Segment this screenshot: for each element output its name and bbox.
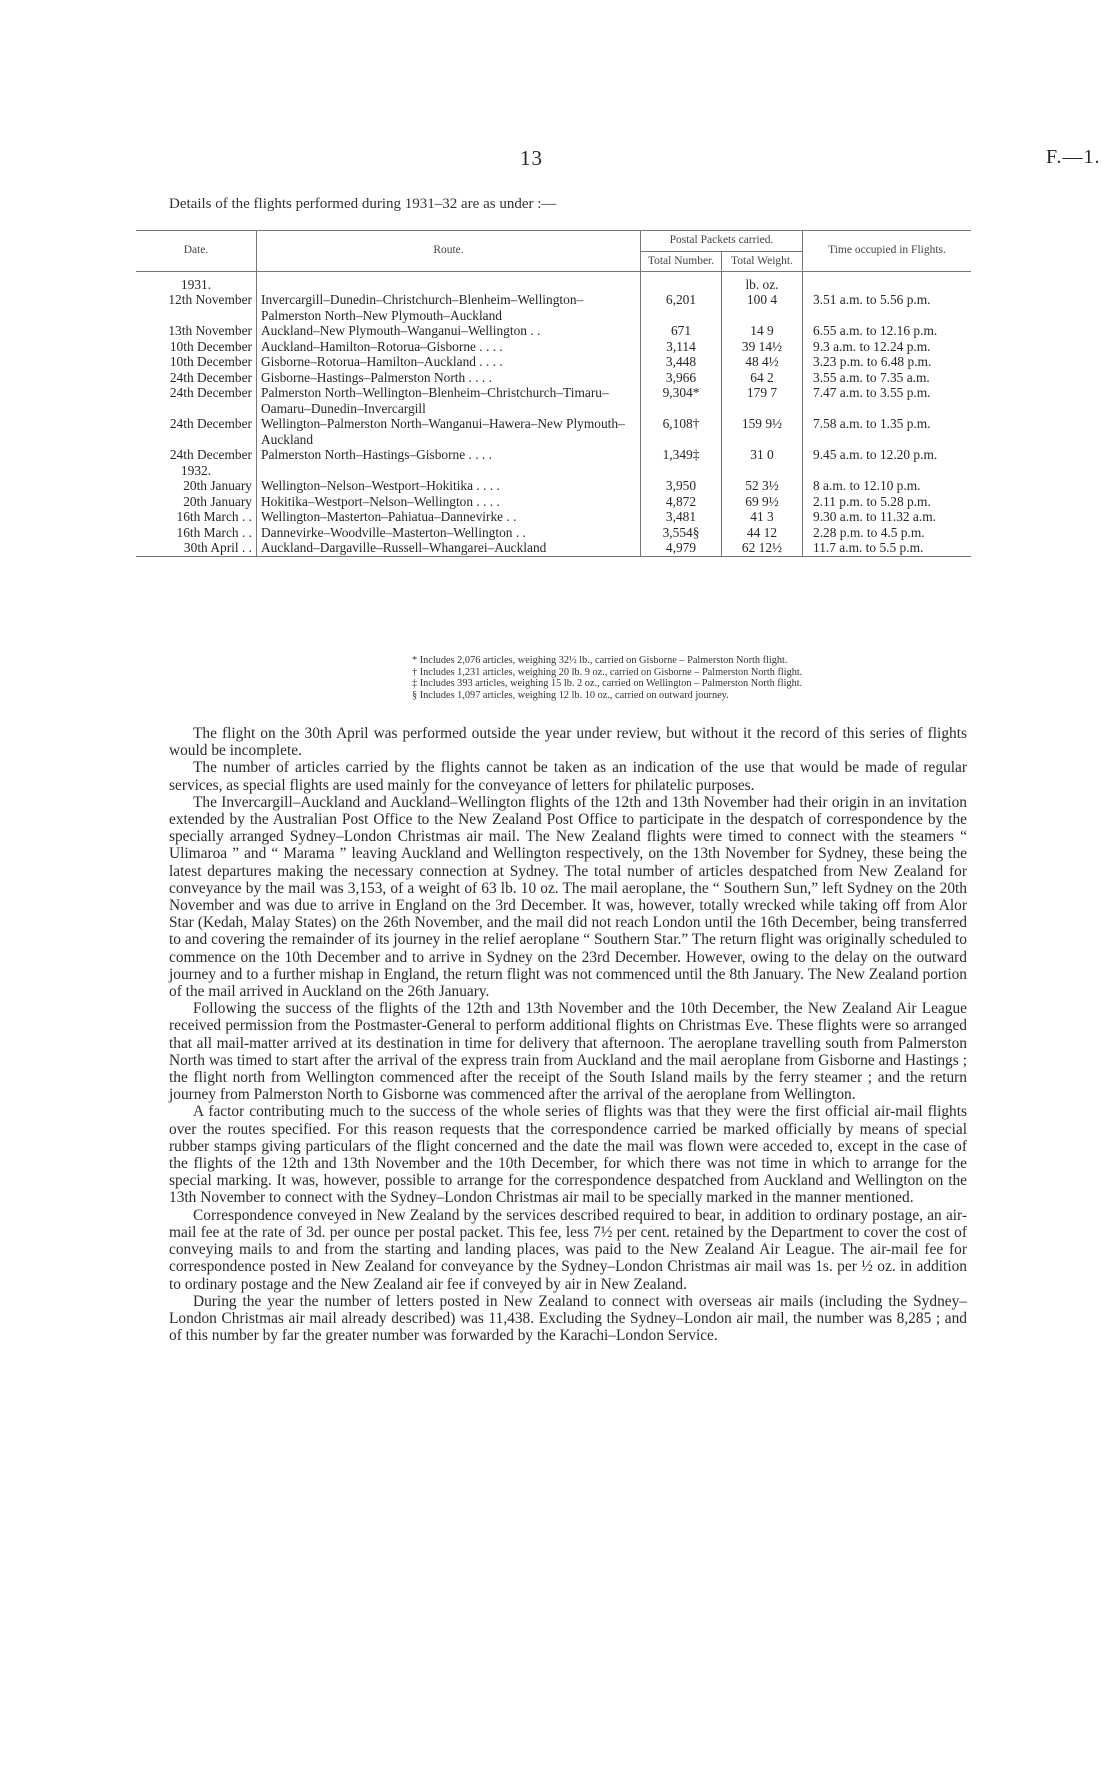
paragraph: A factor contributing much to the success of the whole series of flights was that they were the first official air-mail flights over the routes specified. For this reason requests that the correspondence carried be marked officially by means of special rubber stamps giving particulars of the flight concerned and the date the mail was flown were acceded to, except in the case of the flights of the 12th and 13th November and the 10th December, for which there was not time in which to arrange for the special marking. It was, however, possible to arrange for the correspondence despatched from Auckland and Wellington on the 13th November to connect with the Sydney–London Christmas air mail to be specially marked in the manner mentioned. xyxy=(169,1103,967,1207)
weight-units: lb. oz. xyxy=(722,272,803,293)
paragraph: Following the success of the flights of the 12th and 13th November and the 10th December, the New Zealand Air League received permission from the Postmaster-General to perform additional flights on Christmas Eve. These flights were so arranged that all mail-matter arrived at its destination in time for delivery that afternoon. The aeroplane travelling south from Palmerston North was timed to start after the arrival of the express train from Auckland and the mail aeroplane from Gisborne and Hastings ; the flight north from Wellington commenced after the receipt of the South Island mails by the ferry steamer ; and the return journey from Palmerston North to Gisborne was commenced after the arrival of the aeroplane from Wellington. xyxy=(169,1000,967,1104)
paragraph: During the year the number of letters posted in New Zealand to connect with overseas air mails (including the Sydney–London Christmas air mail already described) was 11,438. Excluding the Sydney–London air mail, the number was 8,285 ; and of this number by far the greater number was forwarded by the Karachi–London Service. xyxy=(169,1292,967,1345)
table-row: 24th December Gisborne–Hastings–Palmerston North . . . . 3,966 64 2 3.55 a.m. to 7.35 a.m. xyxy=(136,370,971,386)
table-row: 24th December Palmerston North–Wellington–Blenheim–Christchurch–Timaru–Oamaru–Dunedin–Invercargill 9,304* 179 7 7.47 a.m. to 3.55 p.m. xyxy=(136,385,971,416)
table-row: 12th November Invercargill–Dunedin–Christchurch–Blenheim–Wellington–Palmerston North–New Plymouth–Auckland 6,201 100 4 3.51 a.m. to 5.56 p.m. xyxy=(136,292,971,323)
table-row: 10th December Gisborne–Rotorua–Hamilton–Auckland . . . . 3,448 48 4½ 3.23 p.m. to 6.48 p.m. xyxy=(136,354,971,370)
footnotes xyxy=(0,655,1114,701)
table-row: 16th March . . Wellington–Masterton–Pahiatua–Dannevirke . . 3,481 41 3 9.30 a.m. to 11.32 a.m. xyxy=(136,509,971,525)
paragraph: The Invercargill–Auckland and Auckland–Wellington flights of the 12th and 13th November had their origin in an invitation extended by the Australian Post Office to the New Zealand Post Office to participate in the despatch of correspondence by the specially arranged Sydney–London Christmas air mail. The New Zealand flights were timed to connect with the steamers “ Ulimaroa ” and “ Marama ” leaving Auckland and Wellington respectively, on the 13th November for Sydney, these being the latest departures making the necessary connection at Sydney. The total number of articles despatched from New Zealand for conveyance by the mail was 3,153, of a weight of 63 lb. 10 oz. The mail aeroplane, the “ Southern Sun,” left Sydney on the 20th November and was due to arrive in England on the 3rd December. It was, however, totally wrecked while taking off from Alor Star (Kedah, Malay States) on the 26th November, and the mail did not reach London until the 16th December, being transferred to and covering the remainder of its journey in the relief aeroplane “ Southern Star.” The return flight was originally scheduled to commence on the 10th December and to arrive in Sydney on the 23rd December. However, owing to the delay on the outward journey and to a further mishap in England, the return flight was not commenced until the 8th January. The New Zealand portion of the mail arrived in Auckland on the 26th January. xyxy=(169,793,967,1001)
footnote: ‡ Includes 393 articles, weighing 15 lb. 2 oz., carried on Wellington – Palmerston North flight. xyxy=(412,678,803,690)
year-1931: 1931. xyxy=(180,276,212,292)
header-total-number: Total Number. xyxy=(641,251,722,272)
table-row: 16th March . . Dannevirke–Woodville–Masterton–Wellington . . 3,554§ 44 12 2.28 p.m. to 4.5 p.m. xyxy=(136,525,971,541)
flights-table xyxy=(136,230,971,557)
paragraph: Correspondence conveyed in New Zealand by the services described required to bear, in addition to ordinary postage, an air-mail fee at the rate of 3d. per ounce per postal packet. This fee, less 7½ per cent. retained by the Department to cover the cost of conveying mails to and from the starting and landing places, was paid to the New Zealand Air League. The air-mail fee for correspondence posted in New Zealand for conveyance by the Sydney–London Christmas air mail was 1s. per ½ oz. in addition to ordinary postage and the New Zealand air fee if conveyed by air in New Zealand. xyxy=(169,1206,967,1293)
header-postal-packets: Postal Packets carried. xyxy=(641,231,803,252)
year-1932: 1932. xyxy=(180,462,212,478)
header-total-weight: Total Weight. xyxy=(722,251,803,272)
table-intro: Details of the flights performed during 1931–32 are as under :— xyxy=(169,196,557,212)
paragraph: The flight on the 30th April was performed outside the year under review, but without it the record of this series of flights would be incomplete. xyxy=(169,725,967,760)
body-text xyxy=(169,725,967,1344)
page-reference: F.—1. xyxy=(1046,146,1101,168)
header-time: Time occupied in Flights. xyxy=(803,231,972,272)
footnote: † Includes 1,231 articles, weighing 20 lb. 9 oz., carried on Gisborne – Palmerston North flight. xyxy=(412,666,803,678)
page-number: 13 xyxy=(520,146,543,170)
footnote: § Includes 1,097 articles, weighing 12 lb. 10 oz., carried on outward journey. xyxy=(412,689,729,701)
table-row: 10th December Auckland–Hamilton–Rotorua–Gisborne . . . . 3,114 39 14½ 9.3 a.m. to 12.24 p.m. xyxy=(136,339,971,355)
header-date: Date. xyxy=(136,231,257,272)
table-row: 24th December Wellington–Palmerston North–Wanganui–Hawera–New Plymouth–Auckland 6,108† 159 9½ 7.58 a.m. to 1.35 p.m. xyxy=(136,416,971,447)
table-row: 30th April . . Auckland–Dargaville–Russell–Whangarei–Auckland 4,979 62 12½ 11.7 a.m. to 5.5 p.m. xyxy=(136,540,971,556)
header-route: Route. xyxy=(257,231,641,272)
table-row: 20th January Wellington–Nelson–Westport–Hokitika . . . . 3,950 52 3½ 8 a.m. to 12.10 p.m. xyxy=(136,478,971,494)
footnote: * Includes 2,076 articles, weighing 32½ lb., carried on Gisborne – Palmerston North flight. xyxy=(412,655,788,666)
paragraph: The number of articles carried by the flights cannot be taken as an indication of the use that would be made of regular services, as special flights are used mainly for the conveyance of letters for philatelic purposes. xyxy=(169,759,967,794)
table-row: 20th January Hokitika–Westport–Nelson–Wellington . . . . 4,872 69 9½ 2.11 p.m. to 5.28 p.m. xyxy=(136,494,971,510)
table-row: 24th December Palmerston North–Hastings–Gisborne . . . . 1,349‡ 31 0 9.45 a.m. to 12.20 p.m. xyxy=(136,447,971,463)
table-row: 13th November Auckland–New Plymouth–Wanganui–Wellington . . 671 14 9 6.55 a.m. to 12.16 p.m. xyxy=(136,323,971,339)
